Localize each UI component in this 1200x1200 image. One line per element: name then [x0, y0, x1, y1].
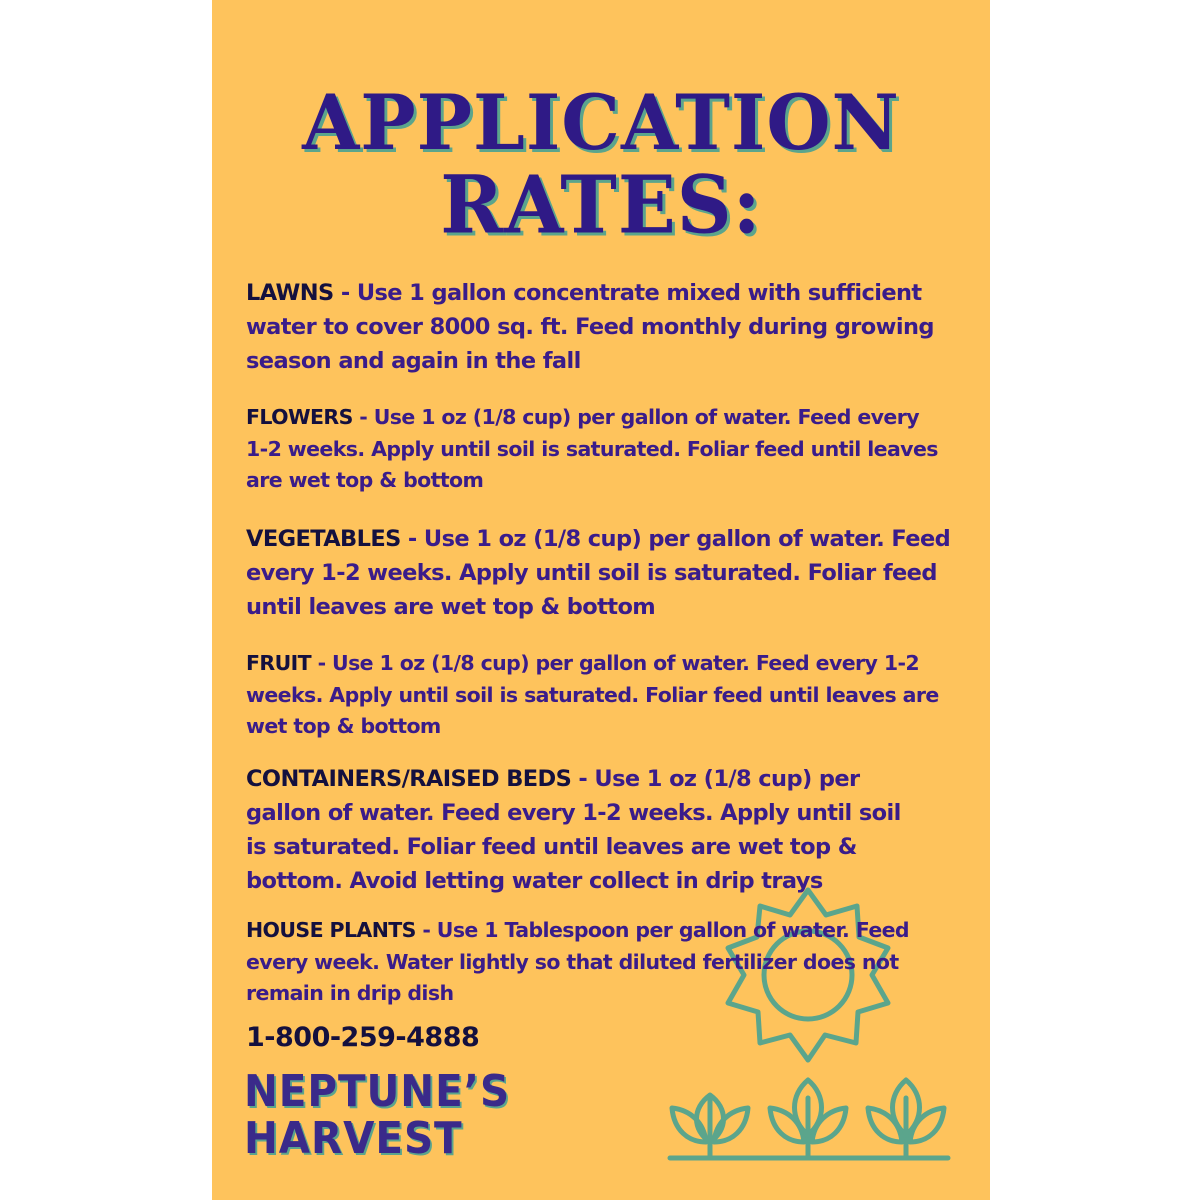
section-label: FRUIT	[246, 651, 312, 675]
section-separator: -	[415, 918, 437, 942]
section-separator: -	[311, 651, 333, 675]
application-rates-card	[212, 0, 990, 1200]
section-text: Use 1 gallon concentrate mixed with sufficient water to cover 8000 sq. ft. Feed monthly during growing season and again in the fall	[246, 280, 934, 374]
section-text: Use 1 Tablespoon per gallon of water. Feed every week. Water lightly so that diluted fertilizer does not remain in drip dish	[246, 918, 910, 1005]
section-separator: -	[352, 405, 374, 429]
section-text: Use 1 oz (1/8 cup) per gallon of water. Feed every 1-2 weeks. Apply until soil is saturated. Foliar feed until leaves are wet top & bottom	[246, 651, 939, 738]
section-separator: -	[571, 766, 595, 792]
brand-line-2: HARVEST	[244, 1113, 463, 1164]
section-lawns	[246, 276, 966, 378]
section-separator: -	[333, 280, 357, 306]
section-vegetables	[246, 522, 958, 624]
section-flowers	[246, 402, 946, 497]
section-house-plants	[246, 915, 946, 1010]
section-label: HOUSE PLANTS	[246, 918, 416, 942]
section-separator: -	[400, 526, 424, 552]
section-text: Use 1 oz (1/8 cup) per gallon of water. Feed every 1-2 weeks. Apply until soil is saturated. Foliar feed until leaves are wet top & bottom	[246, 405, 938, 492]
section-containers-raised-beds	[246, 762, 926, 898]
phone-number: 1-800-259-4888	[246, 1022, 480, 1053]
title-line-1: APPLICATION	[302, 78, 900, 167]
section-label: VEGETABLES	[246, 526, 401, 552]
section-text: Use 1 oz (1/8 cup) per gallon of water. Feed every 1-2 weeks. Apply until soil is saturated. Foliar feed until leaves are wet top & bottom. Avoid letting water collect in drip trays	[246, 766, 901, 894]
section-label: LAWNS	[246, 280, 334, 306]
section-text: Use 1 oz (1/8 cup) per gallon of water. Feed every 1-2 weeks. Apply until soil is saturated. Foliar feed until leaves are wet top & bottom	[246, 526, 951, 620]
section-label: CONTAINERS/RAISED BEDS	[246, 766, 572, 792]
brand-logo	[244, 1068, 510, 1162]
title-line-2: RATES:	[440, 157, 762, 252]
sprout-row-icon	[670, 1080, 948, 1158]
section-label: FLOWERS	[246, 405, 353, 429]
brand-line-1: NEPTUNE’S	[244, 1066, 511, 1117]
section-fruit	[246, 648, 946, 743]
